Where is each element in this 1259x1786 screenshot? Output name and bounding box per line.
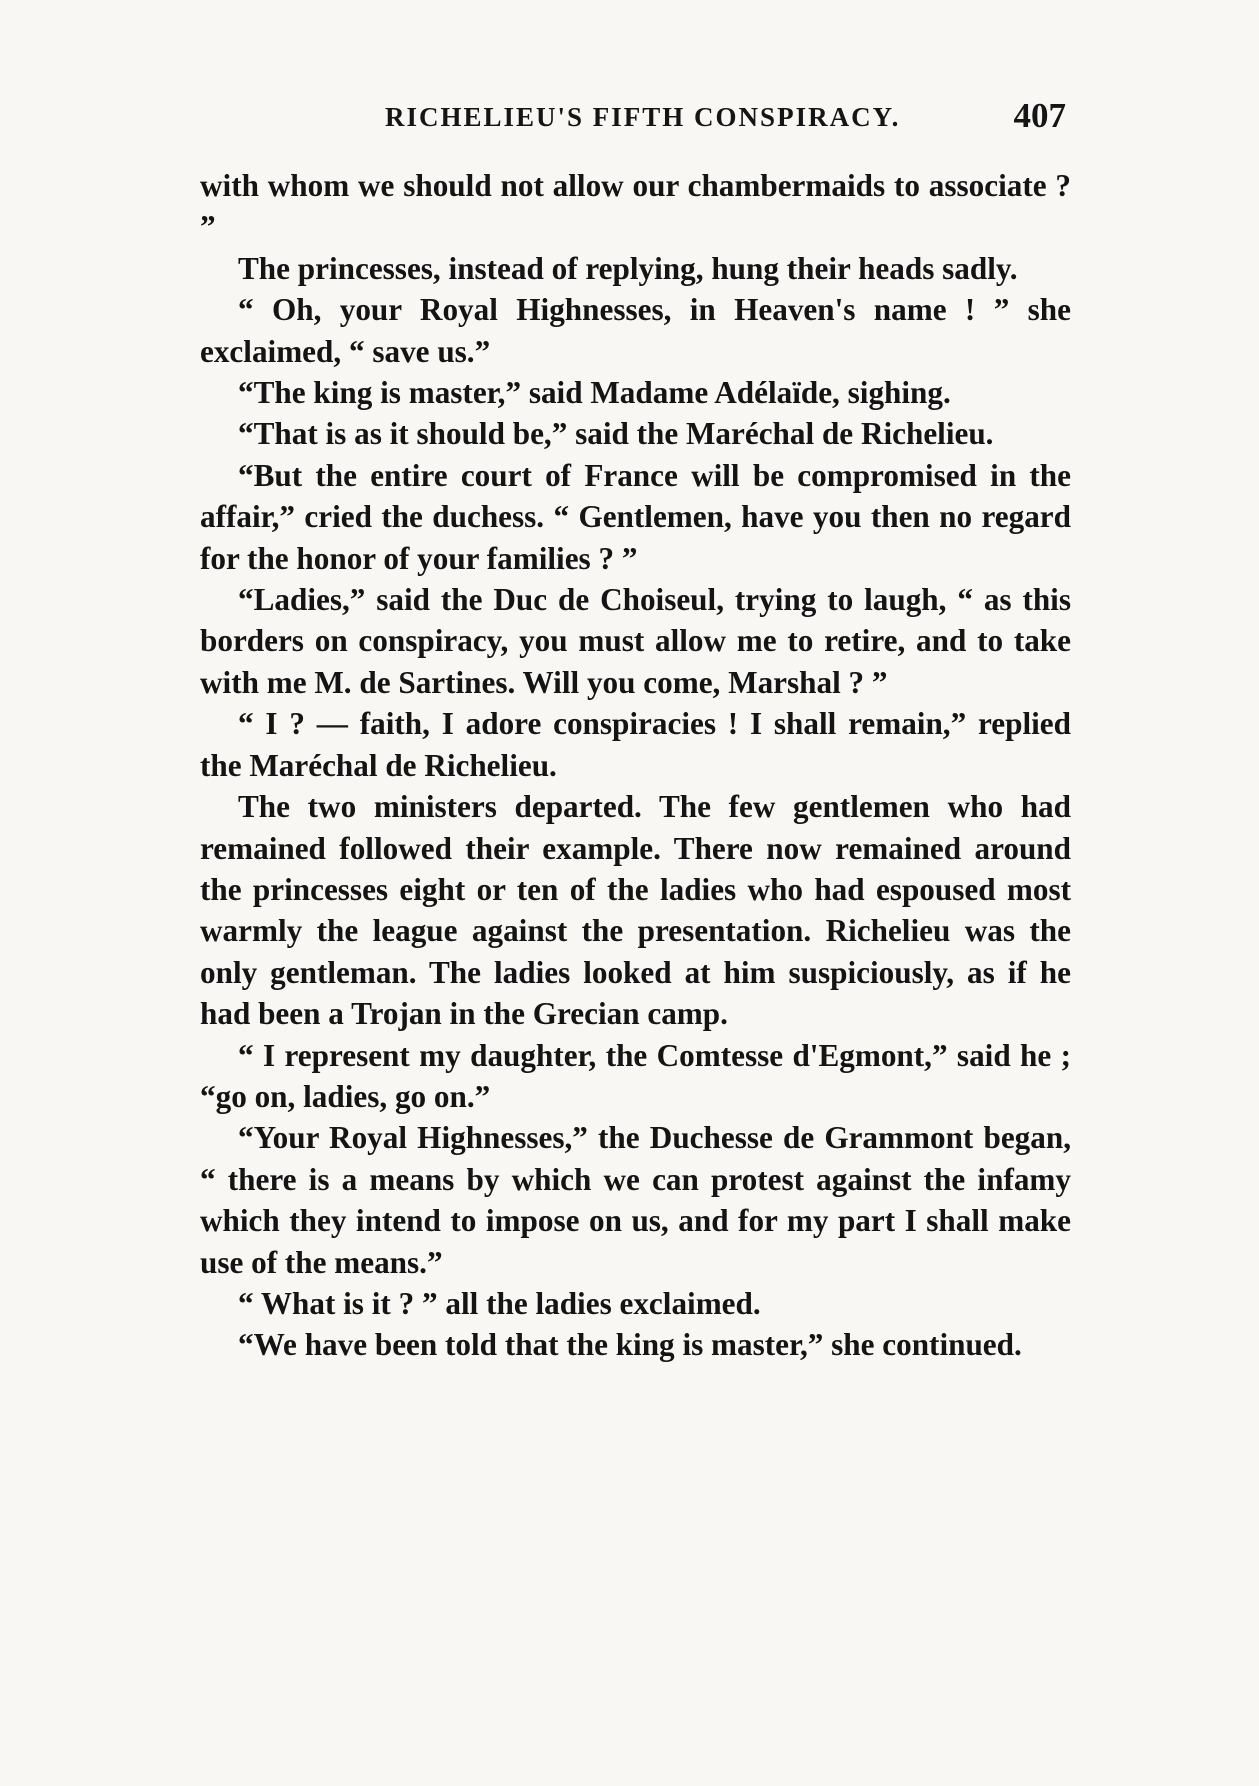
- paragraph: “But the entire court of France will be compromised in the affair,” cried the duchess. “ Gentlemen, have you then no regard for the honor of your families ? ”: [200, 457, 1071, 576]
- paragraph: “ I ? — faith, I adore conspiracies ! I shall remain,” replied the Maréchal de Richelieu.: [200, 706, 1071, 783]
- paragraph: “The king is master,” said Madame Adélaïde, sighing.: [238, 375, 951, 411]
- paragraph: “ I represent my daughter, the Comtesse d'Egmont,” said he ; “go on, ladies, go on.”: [200, 1037, 1071, 1114]
- paragraph: The two ministers departed. The few gentlemen who had remained followed their example. There now remained around the princesses eight or ten of the ladies who had espoused most warmly the league against the presentation. Richelieu was the only gentleman. The ladies looked at him suspiciously, as if he had been a Trojan in the Grecian camp.: [200, 789, 1071, 1032]
- running-head: RICHELIEU'S FIFTH CONSPIRACY.: [385, 102, 901, 132]
- paragraph: “We have been told that the king is master,” she continued.: [238, 1327, 1022, 1363]
- paragraph: “That is as it should be,” said the Maréchal de Richelieu.: [238, 416, 994, 452]
- body-text: [200, 165, 1071, 1366]
- paragraph: with whom we should not allow our chambermaids to associate ? ”: [200, 168, 1071, 245]
- paragraph: “Ladies,” said the Duc de Choiseul, trying to laugh, “ as this borders on conspiracy, you must allow me to retire, and to take with me M. de Sartines. Will you come, Marshal ? ”: [200, 582, 1071, 700]
- page-number: 407: [1013, 96, 1066, 135]
- page-header: [200, 96, 1080, 140]
- paragraph: “Your Royal Highnesses,” the Duchesse de Grammont began, “ there is a means by which we can protest against the infamy which they intend to impose on us, and for my part I shall make use of the means.”: [200, 1120, 1071, 1280]
- paragraph: The princesses, instead of replying, hung their heads sadly.: [238, 250, 1018, 286]
- paragraph: “ Oh, your Royal Highnesses, in Heaven's name ! ” she exclaimed, “ save us.”: [200, 292, 1071, 369]
- paragraph: “ What is it ? ” all the ladies exclaimed.: [238, 1285, 761, 1321]
